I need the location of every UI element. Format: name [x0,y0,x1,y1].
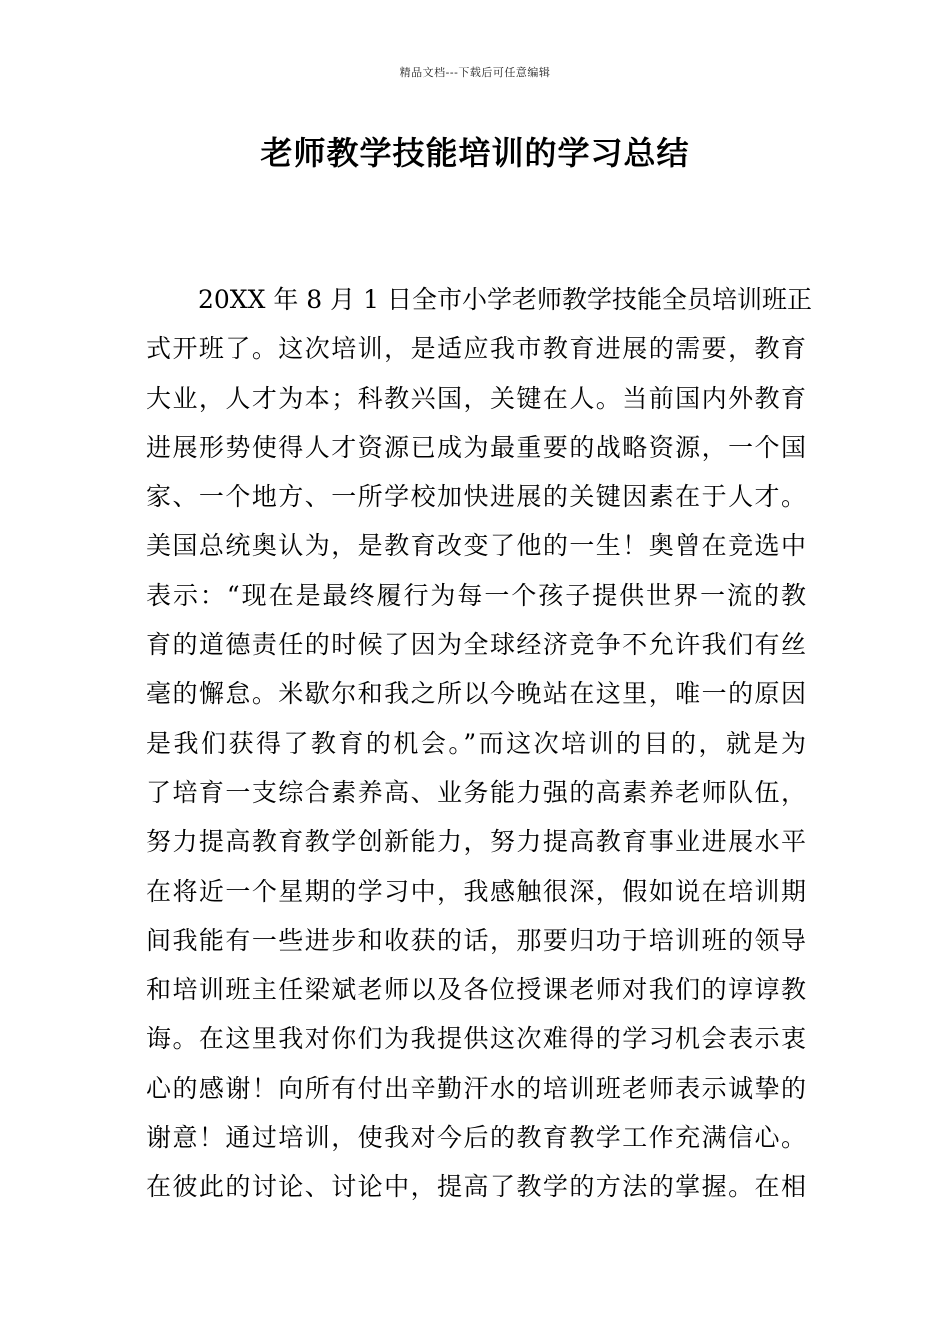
body-line: 努力提高教育教学创新能力，努力提高教育事业进展水平 [146,827,806,857]
body-line: 大业，人才为本；科教兴国，关键在人。当前国内外教育 [146,383,806,413]
body-line: 是我们获得了教育的机会。”而这次培训的目的，就是为 [146,728,806,758]
body-line: 进展形势使得人才资源已成为最重要的战略资源，一个国 [146,432,806,462]
body-line: 家、一个地方、一所学校加快进展的关键因素在于人才。 [146,482,806,512]
body-line: 美国总统奥认为，是教育改变了他的一生！奥曾在竞选中 [146,531,806,561]
body-line: 了培育一支综合素养高、业务能力强的高素养老师队伍， [146,777,806,807]
body-line: 诲。在这里我对你们为我提供这次难得的学习机会表示衷 [146,1024,806,1054]
body-line: 表示：“现在是最终履行为每一个孩子提供世界一流的教 [146,580,806,610]
body-line: 心的感谢！向所有付出辛勤汗水的培训班老师表示诚挚的 [146,1073,806,1103]
body-line: 在彼此的讨论、讨论中，提高了教学的方法的掌握。在相 [146,1172,806,1202]
document-title: 老师教学技能培训的学习总结 [260,134,690,172]
body-line: 间我能有一些进步和收获的话，那要归功于培训班的领导 [146,925,806,955]
body-line: 在将近一个星期的学习中，我感触很深，假如说在培训期 [146,876,806,906]
body-line: 谢意！通过培训，使我对今后的教育教学工作充满信心。 [146,1123,806,1153]
header-note: 精品文档---下载后可任意编辑 [399,66,551,79]
body-text [146,280,812,1217]
body-line: 毫的懈怠。米歇尔和我之所以今晚站在这里，唯一的原因 [146,679,806,709]
body-line: 式开班了。这次培训，是适应我市教育进展的需要，教育 [146,334,806,364]
body-line: 育的道德责任的时候了因为全球经济竞争不允许我们有丝 [146,630,806,660]
body-line: 20XX 年 8 月 1 日全市小学老师教学技能全员培训班正 [198,285,812,314]
body-line: 和培训班主任梁斌老师以及各位授课老师对我们的谆谆教 [146,975,806,1005]
